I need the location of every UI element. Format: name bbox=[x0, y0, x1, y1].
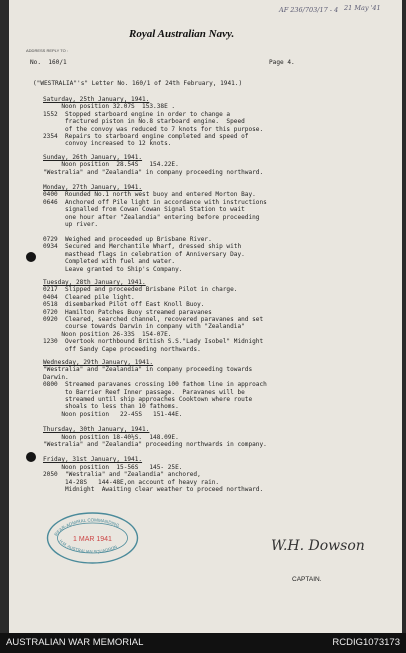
receipt-stamp bbox=[45, 510, 140, 566]
handwritten-date: 21 May '41 bbox=[344, 4, 381, 12]
log-entry bbox=[43, 96, 398, 148]
entry-line: "Westralia" and "Zealandia" in company proceeding towards bbox=[43, 366, 253, 374]
entry-line: Darwin. bbox=[43, 373, 69, 381]
entry-line: 2354 Repairs to starboard engine completed and speed of bbox=[43, 133, 249, 141]
entry-line: 1230 Overtook northbound British S.S."Lady Isobel" Midnight bbox=[43, 338, 264, 346]
entry-date: Sunday, 26th January, 1941. bbox=[43, 153, 143, 161]
entry-line: 0217 Slipped and proceeded Brisbane Pilot in charge. bbox=[43, 286, 238, 294]
entry-line: course towards Darwin in company with "Zealandia" bbox=[43, 323, 245, 331]
entry-line: up river. bbox=[43, 221, 99, 229]
entry-line: Noon position 28.54S 154.22E. bbox=[43, 161, 179, 169]
entry-date: Wednesday, 29th January, 1941. bbox=[43, 358, 154, 366]
entry-line: 0404 Cleared pile light. bbox=[43, 293, 135, 301]
entry-line: Noon position 15-56S 145- 25E. bbox=[43, 463, 183, 471]
stamp-bottom-text: H.M. AUSTRALIAN SQUADRON bbox=[58, 538, 118, 555]
stamp-top-text: REAR-ADMIRAL COMMANDING bbox=[53, 517, 121, 537]
entry-line: convoy increased to 12 knots. bbox=[43, 140, 172, 148]
log-entry bbox=[43, 456, 398, 493]
signature: W.H. Dowson bbox=[271, 538, 365, 554]
entry-line: 0729 Weighed and proceeded up Brisbane River. bbox=[43, 235, 212, 243]
entry-date: Thursday, 30th January, 1941. bbox=[43, 426, 150, 434]
page-number: Page 4. bbox=[269, 59, 295, 66]
entry-line: 0400 Rounded No.1 north west buoy and entered Morton Bay. bbox=[43, 191, 256, 199]
footer-institution: AUSTRALIAN WAR MEMORIAL bbox=[6, 637, 144, 648]
entry-line: Noon position 32.07S 153.38E . bbox=[43, 103, 176, 111]
entry-line: "Westralia" and "Zealandia" in company proceeding northward. bbox=[43, 168, 264, 176]
document-title: Royal Australian Navy. bbox=[129, 28, 235, 40]
entry-line: 0934 Secured and Merchantile Wharf, dressed ship with bbox=[43, 243, 242, 251]
entry-date: Monday, 27th January, 1941. bbox=[43, 184, 143, 192]
log-entry bbox=[43, 154, 398, 176]
entry-line: signalled from Cowan Cowan Signal Station to wait bbox=[43, 206, 245, 214]
entry-line: shoals to less than 10 fathoms. bbox=[43, 403, 179, 411]
entry-date: Saturday, 25th January, 1941. bbox=[43, 96, 150, 103]
entry-line: masthead flags in celebration of Anniversary Day. bbox=[43, 250, 245, 258]
punch-hole bbox=[26, 252, 36, 262]
footer-bar bbox=[0, 633, 406, 653]
entry-line: one hour after "Zealandia" entering before proceeding bbox=[43, 213, 260, 221]
document-page bbox=[9, 0, 402, 633]
entry-line: streamed until ship approaches Cooktown where route bbox=[43, 396, 253, 404]
entry-line: "Westralia" and "Zealandia" proceeding northwards in company. bbox=[43, 441, 267, 449]
punch-hole bbox=[26, 452, 36, 462]
entry-line: Leave granted to Ship's Company. bbox=[43, 265, 183, 273]
entry-line: 0646 Anchored off Pile light in accordance with instructions bbox=[43, 198, 267, 206]
entry-line bbox=[43, 229, 398, 236]
file-number: No. 160/1 bbox=[30, 59, 67, 66]
svg-text:REAR-ADMIRAL COMMANDING bbox=[53, 518, 120, 537]
footer-record-id: RCDIG1073173 bbox=[332, 637, 400, 648]
log-entry bbox=[43, 359, 398, 418]
log-entry bbox=[43, 184, 398, 273]
entry-line: 0720 Hamilton Patches Buoy streamed paravanes bbox=[43, 308, 212, 316]
log-entry bbox=[43, 426, 398, 448]
entry-line: 0800 Streamed paravanes crossing 100 fathom line in approach bbox=[43, 381, 267, 389]
entry-line: Noon position 18-40½S. 148.09E. bbox=[43, 433, 179, 441]
address-reply-label: ADDRESS REPLY TO : bbox=[26, 48, 68, 53]
entry-date: Friday, 31st January, 1941. bbox=[43, 456, 143, 464]
entry-date: Tuesday, 28th January, 1941. bbox=[43, 278, 146, 286]
handwritten-reference: AF 236/703/17 - 4 bbox=[279, 6, 339, 14]
entry-line: 2050 "Westralia" and "Zealandia" anchored, bbox=[43, 471, 201, 479]
log-entries bbox=[43, 96, 398, 493]
entry-line: to Barrier Reef Inner passage. Paravanes will be bbox=[43, 388, 245, 396]
entry-line: 0518 disembarked Pilot off East Knoll Buoy. bbox=[43, 301, 205, 309]
entry-line: 14-28S 144-48E,on account of heavy rain. bbox=[43, 478, 220, 486]
entry-line: off Sandy Cape proceeding northwards. bbox=[43, 345, 201, 353]
log-entry bbox=[43, 279, 398, 353]
entry-line: of the convoy was reduced to 7 knots for this purpose. bbox=[43, 125, 264, 133]
stamp-date: 1 MAR 1941 bbox=[73, 536, 112, 543]
entry-line: Noon position 22-45S 151-44E. bbox=[43, 410, 183, 418]
subject-line: ("WESTRALIA"'s" Letter No. 160/1 of 24th February, 1941.) bbox=[33, 80, 243, 87]
entry-line: Noon position 26-33S 154-07E. bbox=[43, 330, 172, 338]
entry-line: Completed with fuel and water. bbox=[43, 258, 176, 266]
entry-line: 0920 Cleared, searched channel, recovered paravanes and set bbox=[43, 315, 264, 323]
entry-line: 1552 Stopped starboard engine in order to change a bbox=[43, 110, 231, 118]
entry-line: Midnight Awaiting clear weather to proceed northward. bbox=[43, 486, 264, 494]
entry-line: fractured piston in No.8 starboard engine. Speed bbox=[43, 118, 245, 126]
signature-role: CAPTAIN. bbox=[292, 576, 322, 583]
